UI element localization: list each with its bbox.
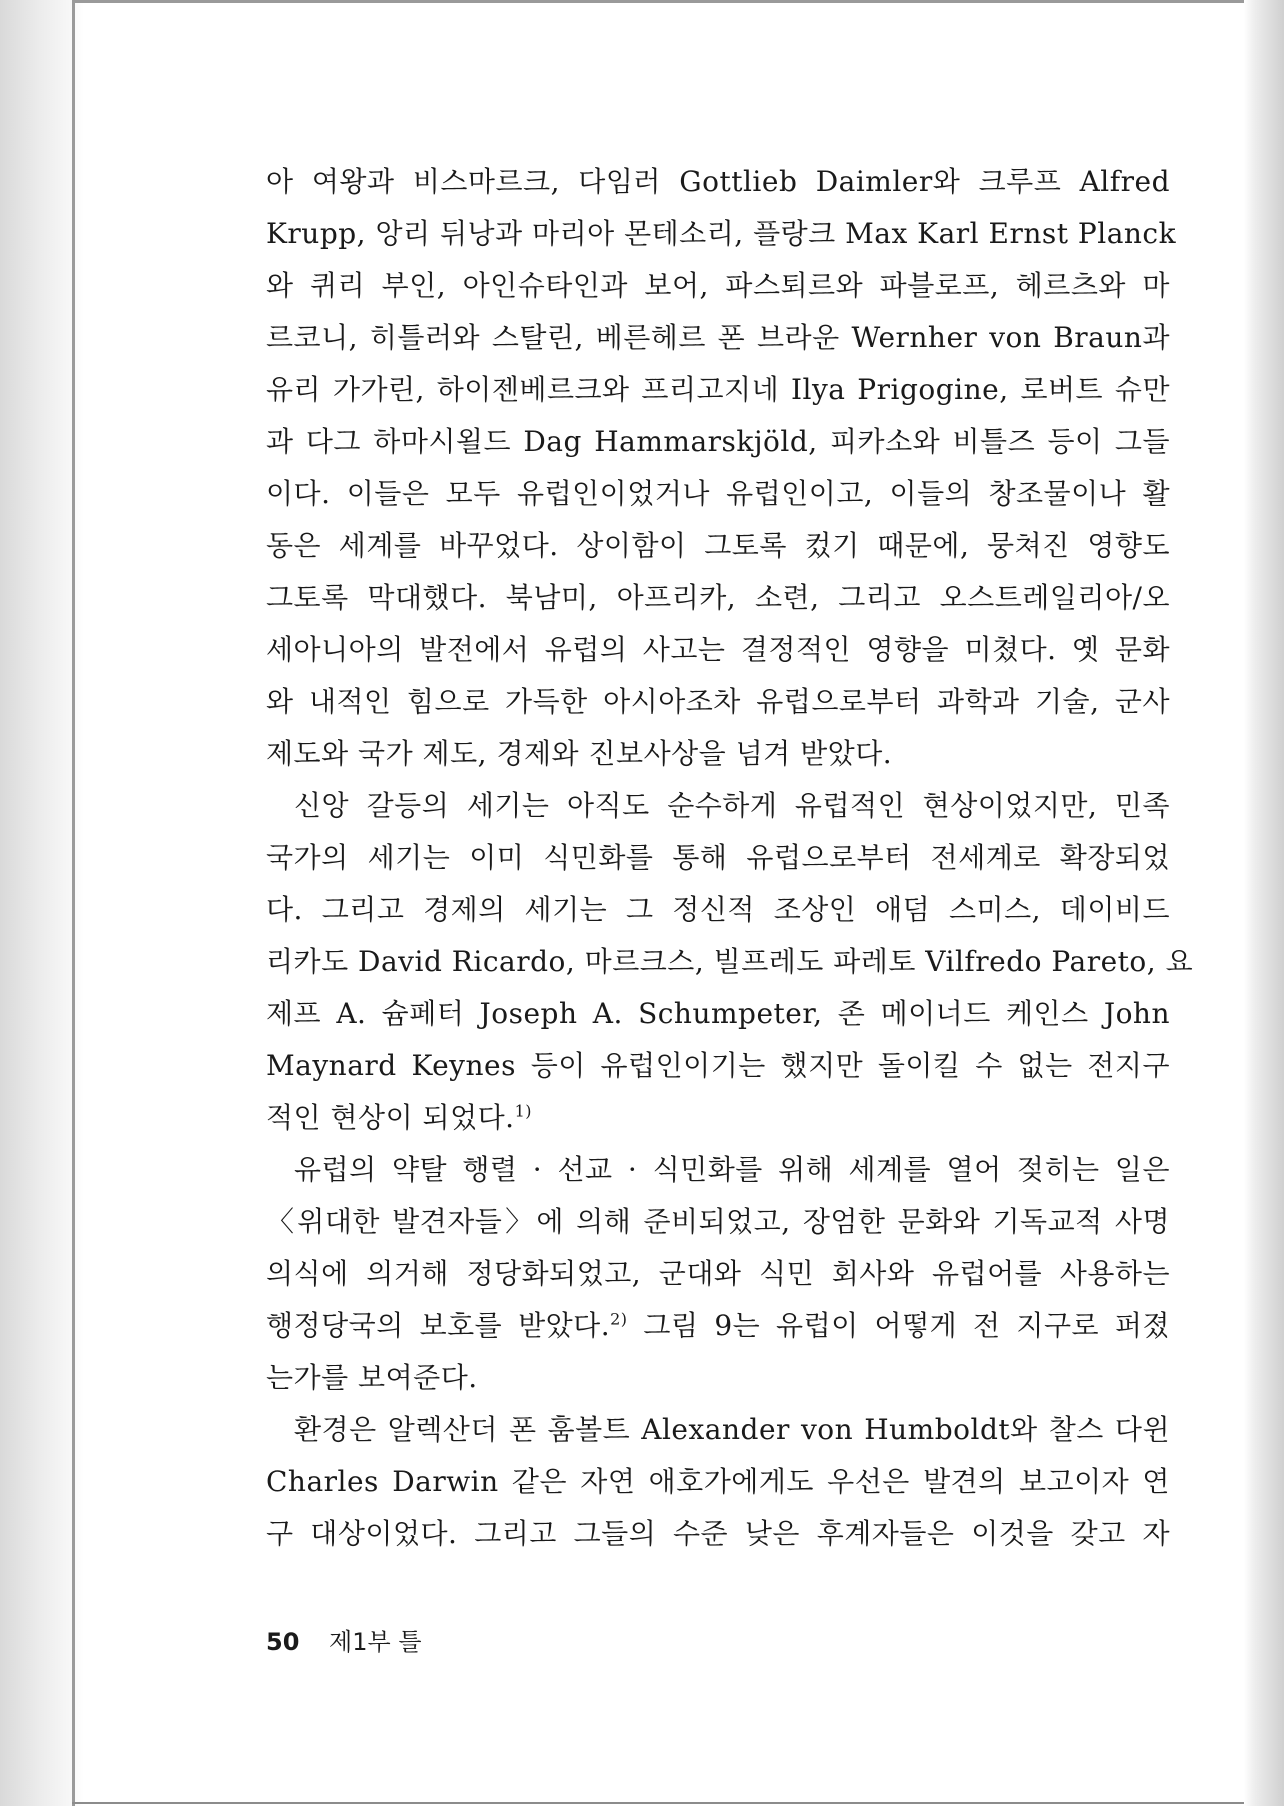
text-line: 와 내적인 힘으로 가득한 아시아조차 유럽으로부터 과학과 기술, 군사 (266, 685, 1170, 718)
page-number: 50 (266, 1628, 300, 1656)
paragraph-3 (266, 1144, 1170, 1404)
text-line: 〈위대한 발견자들〉에 의해 준비되었고, 장엄한 문화와 기독교적 사명 (266, 1205, 1170, 1238)
text-line (266, 1092, 1170, 1144)
text-line: 제프 A. 슘페터 Joseph A. Schumpeter, 존 메이너드 케인스 John (266, 997, 1170, 1030)
text-line: 르코니, 히틀러와 스탈린, 베른헤르 폰 브라운 Wernher von Braun과 (266, 321, 1170, 354)
text-line: 신앙 갈등의 세기는 아직도 순수하게 유럽적인 현상이었지만, 민족 (294, 789, 1170, 822)
text-line: 이다. 이들은 모두 유럽인이었거나 유럽인이고, 이들의 창조물이나 활 (266, 477, 1170, 510)
text-line: 아 여왕과 비스마르크, 다임러 Gottlieb Daimler와 크루프 Alfred (266, 165, 1170, 198)
text-line: 는가를 보여준다. (266, 1361, 478, 1394)
page-bottom-edge (72, 1802, 1252, 1804)
text-line: Krupp, 앙리 뒤낭과 마리아 몬테소리, 플랑크 Max Karl Ernst Planck (266, 217, 1177, 250)
text-line: Charles Darwin 같은 자연 애호가에게도 우선은 발견의 보고이자 연 (266, 1465, 1170, 1498)
text-line: 리카도 David Ricardo, 마르크스, 빌프레도 파레토 Vilfredo Pareto, 요 (266, 945, 1194, 978)
paragraph-2 (266, 780, 1194, 1144)
text-line: 환경은 알렉산더 폰 훔볼트 Alexander von Humboldt와 찰스 다윈 (294, 1413, 1170, 1446)
text-line: Maynard Keynes 등이 유럽인이기는 했지만 돌이킬 수 없는 전지구 (266, 1049, 1170, 1082)
text-line: 구 대상이었다. 그리고 그들의 수준 낮은 후계자들은 이것을 갖고 자 (266, 1517, 1170, 1550)
page-left-edge (72, 0, 75, 1806)
text-line: 동은 세계를 바꾸었다. 상이함이 그토록 컸기 때문에, 뭉쳐진 영향도 (266, 529, 1170, 562)
text-line: 다. 그리고 경제의 세기는 그 정신적 조상인 애덤 스미스, 데이비드 (266, 893, 1170, 926)
page-footer (266, 1622, 422, 1662)
page-top-edge (72, 0, 1252, 3)
footnote-marker: 2) (610, 1309, 628, 1329)
text-line: 그토록 막대했다. 북남미, 아프리카, 소련, 그리고 오스트레일리아/오 (266, 581, 1170, 614)
text-line-content: 적인 현상이 되었다. (266, 1101, 515, 1134)
text-line: 제도와 국가 제도, 경제와 진보사상을 넘겨 받았다. (266, 737, 893, 770)
text-line: 와 퀴리 부인, 아인슈타인과 보어, 파스퇴르와 파블로프, 헤르츠와 마 (266, 269, 1170, 302)
running-title: 제1부 틀 (329, 1628, 422, 1656)
page-right-shadow (1244, 0, 1284, 1806)
text-line: 세아니아의 발전에서 유럽의 사고는 결정적인 영향을 미쳤다. 옛 문화 (266, 633, 1170, 666)
paragraph-4 (266, 1404, 1170, 1560)
text-line-content: 행정당국의 보호를 받았다. (266, 1309, 611, 1342)
body-text (266, 156, 1194, 1560)
text-line: 국가의 세기는 이미 식민화를 통해 유럽으로부터 전세계로 확장되었 (266, 841, 1170, 874)
text-line-continuation: 그림 9는 유럽이 어떻게 전 지구로 퍼졌 (627, 1309, 1170, 1342)
footnote-marker: 1) (514, 1101, 533, 1121)
text-line: 의식에 의거해 정당화되었고, 군대와 식민 회사와 유럽어를 사용하는 (266, 1257, 1170, 1290)
text-line: 유리 가가린, 하이젠베르크와 프리고지네 Ilya Prigogine, 로버트 슈만 (266, 373, 1170, 406)
text-line (266, 1300, 1170, 1352)
text-line: 과 다그 하마시욀드 Dag Hammarskjöld, 피카소와 비틀즈 등이 그들 (266, 425, 1170, 458)
paragraph-1 (266, 156, 1177, 780)
text-line: 유럽의 약탈 행렬 · 선교 · 식민화를 위해 세계를 열어 젖히는 일은 (294, 1153, 1170, 1186)
